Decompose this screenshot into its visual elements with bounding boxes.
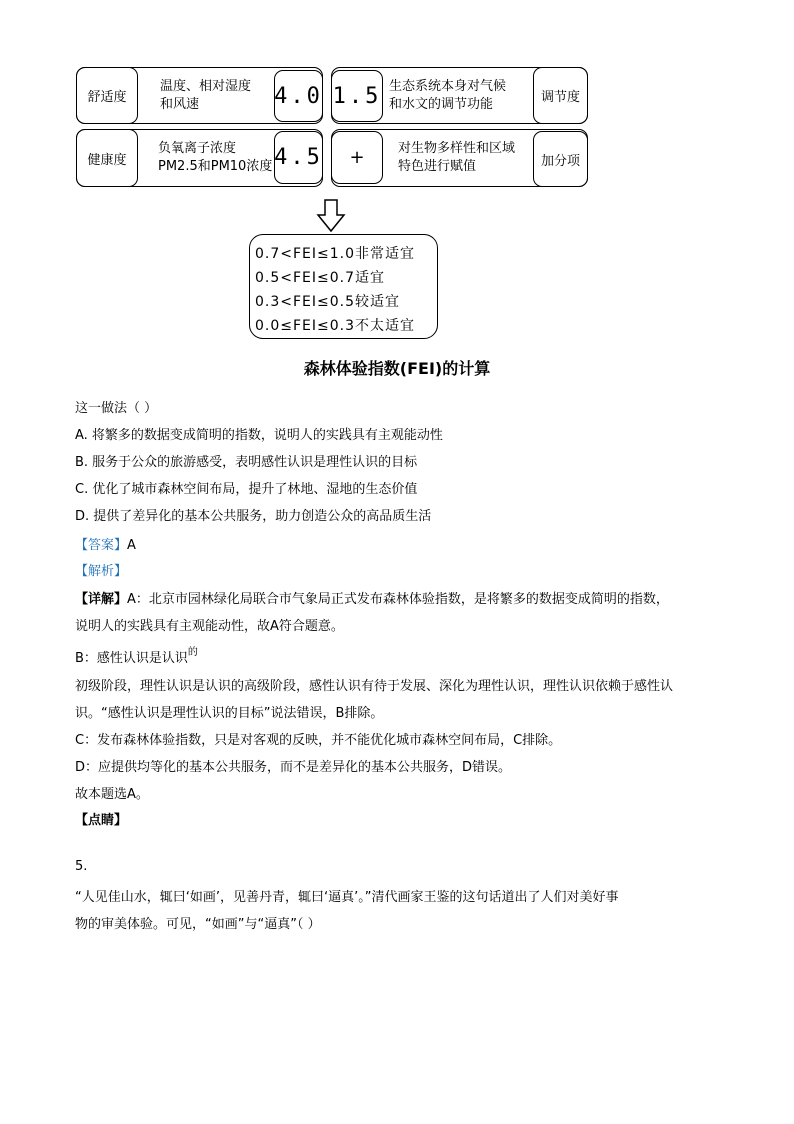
question-5-line-2: 物的审美体验。可见，“如画”与“逼真”（ ） (75, 917, 321, 932)
question-stem: 这一做法（ ） (75, 401, 158, 416)
detail-d-line: D：应提供均等化的基本公共服务，而不是差异化的基本公共服务，D错误。 (75, 760, 512, 775)
figure-title: 森林体验指数(FEI)的计算 (303, 359, 491, 378)
bonus-label: 加分项 (533, 131, 588, 187)
bonus-plus: + (331, 131, 383, 184)
answer-value: A (127, 538, 136, 553)
option-d: D. 提供了差异化的基本公共服务，助力创造公众的高品质生活 (75, 509, 432, 524)
detail-tag: 【详解】 (75, 592, 128, 607)
health-weight: 4.5 (274, 131, 323, 184)
regulation-desc: 生态系统本身对气候 和水文的调节功能 (389, 78, 507, 112)
comfort-desc: 温度、相对湿度 和风速 (160, 78, 252, 112)
detail-b-line-2: 初级阶段，理性认识是认识的高级阶段，感性认识有待于发展、深化为理性认识，理性认识依赖于感性认 (75, 679, 674, 694)
fei-range-4: 0.0≤FEI≤0.3不太适宜 (255, 318, 416, 334)
answer-line (75, 534, 136, 553)
option-c: C. 优化了城市森林空间布局，提升了林地、湿地的生态价值 (75, 482, 418, 497)
option-a: A. 将繁多的数据变成简明的指数，说明人的实践具有主观能动性 (75, 428, 443, 443)
fei-range-2: 0.5<FEI≤0.7适宜 (255, 270, 386, 286)
fei-range-3: 0.3<FEI≤0.5较适宜 (255, 294, 401, 310)
health-desc: 负氧离子浓度 PM2.5和PM10浓度 (158, 141, 273, 174)
detail-line-1: 【详解】A：北京市园林绿化局联合市气象局正式发布森林体验指数，是将繁多的数据变成简明的指数， (75, 592, 669, 607)
option-b: B. 服务于公众的旅游感受，表明感性认识是理性认识的目标 (75, 455, 418, 470)
health-label: 健康度 (76, 129, 138, 187)
detail-conclusion: 故本题选A。 (75, 787, 149, 802)
comment-tag: 【点睛】 (75, 813, 128, 828)
analysis-tag: 【解析】 (75, 564, 128, 579)
comfort-label: 舒适度 (76, 67, 138, 124)
answer-tag: 【答案】 (75, 538, 128, 553)
question-5-number: 5. (75, 859, 88, 874)
regulation-label: 调节度 (533, 67, 588, 124)
down-arrow-icon (316, 199, 346, 233)
fei-range-1: 0.7<FEI≤1.0非常适宜 (255, 246, 416, 262)
detail-b-superscript: 的 (187, 647, 198, 658)
regulation-weight: 1.5 (331, 70, 383, 122)
detail-c-line: C：发布森林体验指数，只是对客观的反映，并不能优化城市森林空间布局，C排除。 (75, 733, 562, 748)
comfort-weight: 4.0 (274, 70, 323, 122)
detail-b-line-1: B：感性认识是认识$^的$ (75, 647, 198, 666)
detail-b-line-3: 识。“感性认识是理性认识的目标”说法错误，B排除。 (75, 706, 384, 721)
detail-line-2: 说明人的实践具有主观能动性，故A符合题意。 (75, 619, 344, 634)
bonus-desc: 对生物多样性和区域 特色进行赋值 (398, 141, 516, 174)
question-5-line-1: “人见佳山水，辄曰‘如画’，见善丹青，辄曰‘逼真’。”清代画家王鉴的这句话道出了人们对美好事 (75, 890, 619, 905)
